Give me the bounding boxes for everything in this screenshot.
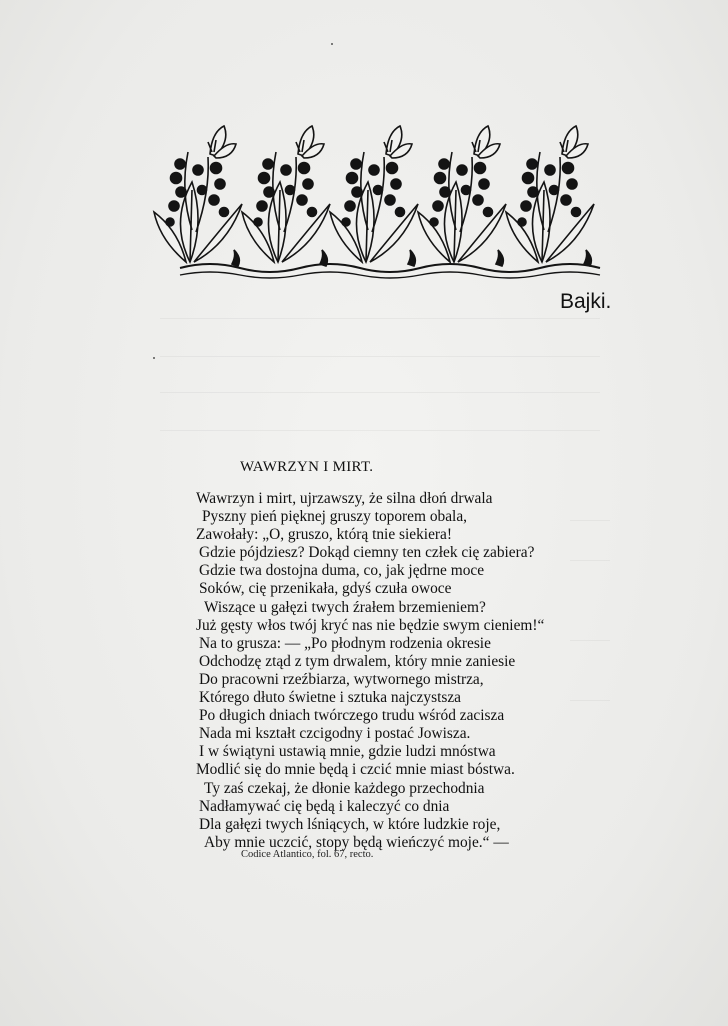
show-through-line	[570, 700, 610, 701]
show-through-line	[160, 392, 600, 393]
frieze-unit	[154, 126, 242, 266]
show-through-line	[570, 560, 610, 561]
poem-line: Pyszny pień pięknej gruszy toporem obala,	[202, 508, 467, 526]
show-through-line	[160, 430, 600, 431]
poem-line: Aby mnie uczcić, stopy będą wieńczyć moje.“ —	[204, 833, 509, 851]
speck	[331, 43, 333, 45]
poem-line: Modlić się do mnie będą i czcić mnie miast bóstwa.	[196, 761, 515, 779]
show-through-line	[160, 318, 600, 319]
speck	[153, 357, 155, 359]
poem-line: I w świątyni ustawią mnie, gdzie ludzi mnóstwa	[199, 743, 496, 761]
show-through-line	[160, 356, 600, 357]
poem-line: Wawrzyn i mirt, ujrzawszy, że silna dłoń drwala	[196, 490, 493, 507]
poem-line: Zawołały: „O, gruszo, którą tnie siekiera!	[196, 526, 452, 544]
poem-line: Gdzie twa dostojna duma, co, jak jędrne moce	[199, 562, 485, 580]
poem-line: Wiszące u gałęzi twych źrałem brzemieniem?	[204, 598, 486, 616]
show-through-line	[570, 640, 610, 641]
poem-line: Soków, cię przenikała, gdyś czuła owoce	[199, 580, 452, 598]
poem-line: Na to grusza: — „Po płodnym rodzenia okresie	[199, 634, 491, 652]
poem-line: Po długich dniach twórczego trudu wśród zacisza	[199, 707, 505, 725]
poem-body	[196, 490, 556, 852]
show-through-line	[570, 520, 610, 521]
poem-line: Gdzie pójdziesz? Dokąd ciemny ten człek cię zabiera?	[199, 544, 535, 562]
poem-line: Ty zaś czekaj, że dłonie każdego przechodnia	[204, 779, 485, 797]
poem-title: WAWRZYN I MIRT.	[240, 459, 374, 475]
section-label: Bajki.	[560, 290, 612, 313]
poem-line: Nada mi kształt czcigodny i postać Jowisza.	[199, 725, 471, 743]
source-citation: Codice Atlantico, fol. 67, recto.	[241, 849, 374, 860]
poem-line: Do pracowni rzeźbiarza, wytwornego mistrza,	[199, 670, 484, 688]
poem-line: Nadłamywać cię będą i kaleczyć co dnia	[199, 797, 450, 815]
poem-line: Odchodzę ztąd z tym drwalem, który mnie zaniesie	[199, 652, 516, 670]
poem-line: Dla gałęzi twych lśniących, w które ludzkie roje,	[199, 815, 501, 833]
poem-line: Już gęsty włos twój kryć nas nie będzie swym cieniem!“	[196, 616, 545, 634]
poem-line: Którego dłuto świetne i sztuka najczystsza	[199, 689, 461, 707]
lily-of-the-valley-butterfly-frieze-icon	[150, 112, 608, 284]
